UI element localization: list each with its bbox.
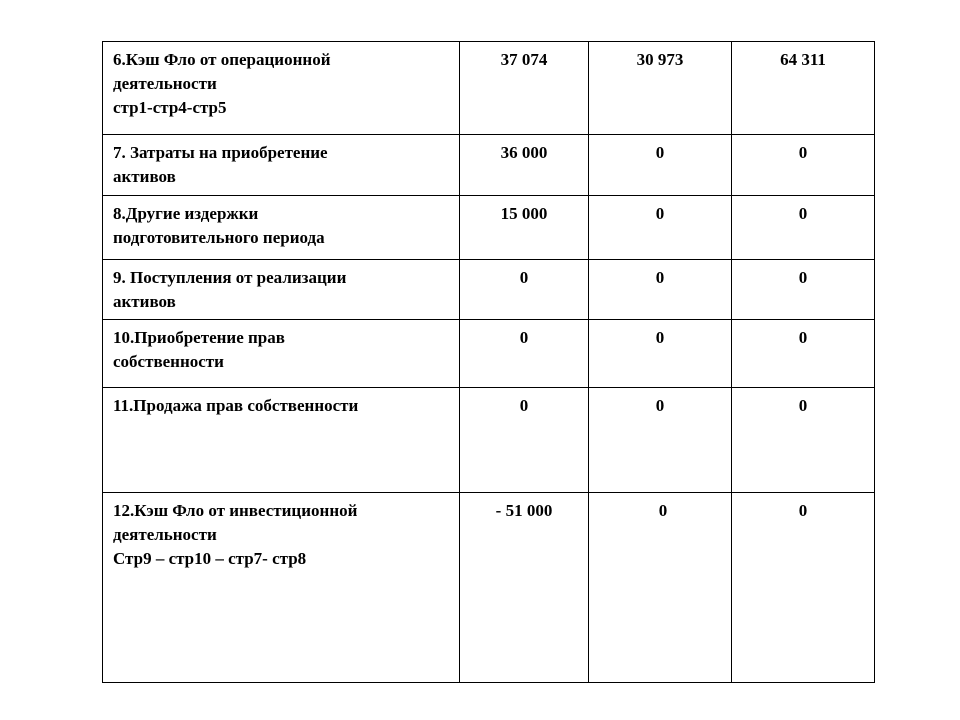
- value-cell: 64 311: [732, 42, 875, 135]
- table-row: [103, 260, 875, 320]
- value-cell: 15 000: [460, 196, 589, 260]
- value-cell: 0: [589, 320, 732, 388]
- value-cell: 0: [460, 388, 589, 493]
- value-cell: 30 973: [589, 42, 732, 135]
- row-label: 8.Другие издержки подготовительного периода: [103, 196, 460, 260]
- value-cell: 0: [589, 260, 732, 320]
- value-cell: - 51 000: [460, 493, 589, 683]
- value-cell: 0: [732, 196, 875, 260]
- value-cell: 0: [589, 196, 732, 260]
- row-label: 12.Кэш Фло от инвестиционной деятельности Стр9 – стр10 – стр7- стр8: [103, 493, 460, 683]
- value-cell: 0: [589, 135, 732, 196]
- value-cell: 0: [589, 493, 732, 683]
- value-cell: 37 074: [460, 42, 589, 135]
- value-cell: 0: [460, 260, 589, 320]
- value-cell: 36 000: [460, 135, 589, 196]
- row-label: 9. Поступления от реализации активов: [103, 260, 460, 320]
- value-cell: 0: [732, 493, 875, 683]
- value-cell: 0: [732, 320, 875, 388]
- table-row: [103, 42, 875, 135]
- row-label: 11.Продажа прав собственности: [103, 388, 460, 493]
- value-cell: 0: [732, 388, 875, 493]
- row-label: 6.Кэш Фло от операционной деятельности стр1-стр4-стр5: [103, 42, 460, 135]
- value-cell: 0: [460, 320, 589, 388]
- table-row: [103, 320, 875, 388]
- table-row: [103, 135, 875, 196]
- table-row: [103, 388, 875, 493]
- value-cell: 0: [589, 388, 732, 493]
- value-cell: 0: [732, 135, 875, 196]
- value-cell: 0: [732, 260, 875, 320]
- row-label: 10.Приобретение прав собственности: [103, 320, 460, 388]
- table-row: [103, 196, 875, 260]
- cash-flow-table: [102, 41, 875, 683]
- row-label: 7. Затраты на приобретение активов: [103, 135, 460, 196]
- table-row: [103, 493, 875, 683]
